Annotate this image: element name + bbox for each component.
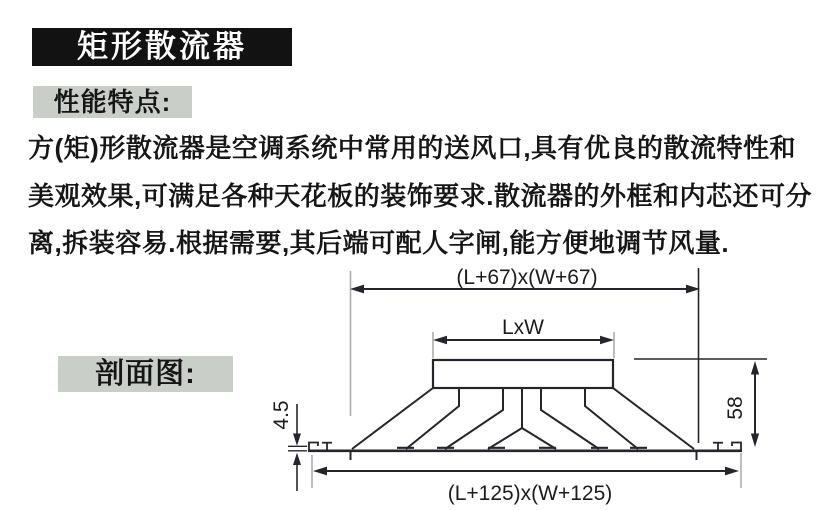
- right-flange-clamp: [713, 443, 741, 451]
- paragraph-line: 美观效果,可满足各种天花板的装饰要求.散流器的外框和内芯还可分: [28, 180, 812, 211]
- dim-overall-frame: [350, 266, 700, 443]
- diffuser-section: [308, 360, 742, 460]
- left-flange-clamp: [309, 443, 332, 451]
- dim-bottom-label: (L+125)x(W+125): [447, 482, 613, 505]
- dim-top-label: (L+67)x(W+67): [456, 266, 598, 289]
- dim-neck: [433, 316, 614, 344]
- paragraph-line: 离,拆装容易.根据需要,其后端可配人字闸,能方便地调节风量.: [28, 228, 730, 258]
- dim-neck-label: LxW: [502, 316, 544, 339]
- paragraph-line: 方(矩)形散流器是空调系统中常用的送风口,具有优良的散流特性和: [28, 133, 797, 163]
- neck-rect: [433, 360, 613, 388]
- dim-flange-label: 4.5: [270, 400, 293, 430]
- section-view-label: 剖面图:: [58, 356, 233, 392]
- page-title: 矩形散流器: [32, 28, 292, 66]
- dim-height-label: 58: [724, 396, 747, 420]
- dim-overall-panel: [313, 467, 739, 505]
- dim-height: [634, 359, 767, 447]
- dim-flange-thickness: [270, 400, 307, 491]
- features-section-label: 性能特点:: [33, 86, 192, 118]
